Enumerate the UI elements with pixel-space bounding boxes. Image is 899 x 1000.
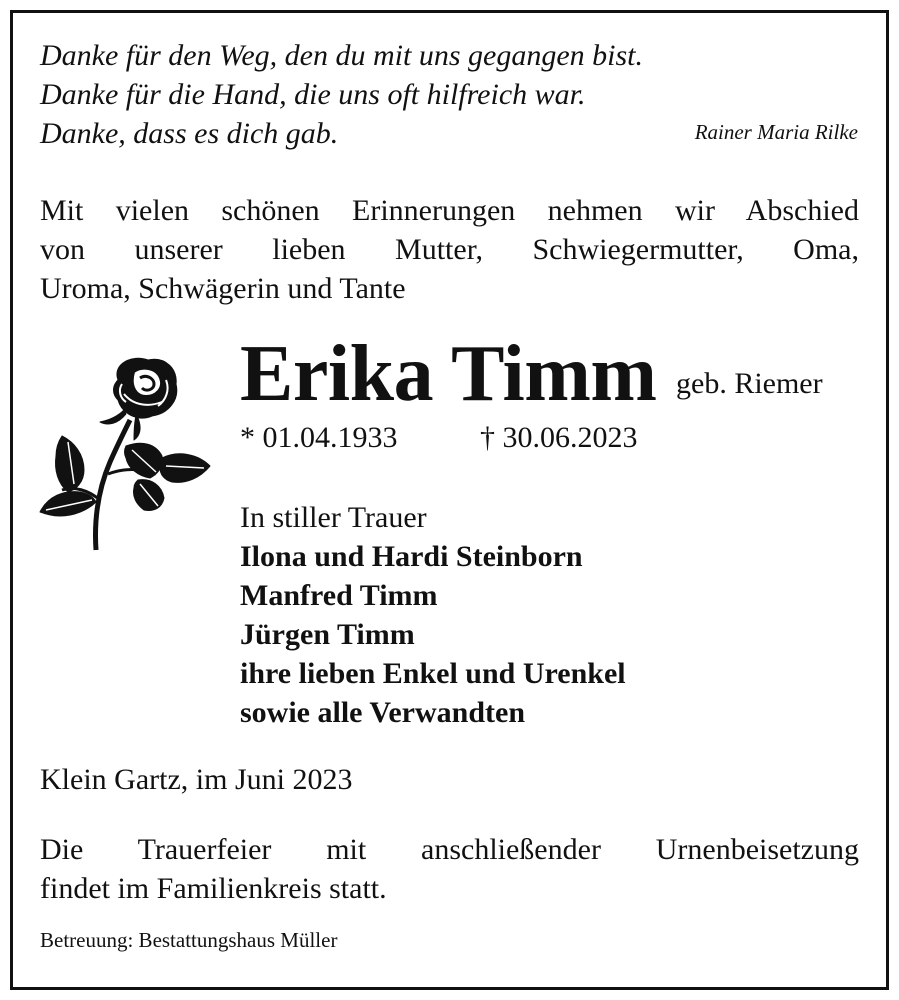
poem-line-3: Danke, dass es dich gab.: [40, 117, 339, 150]
poem-author: Rainer Maria Rilke: [694, 120, 858, 144]
intro-line-2: von unserer lieben Mutter, Schwiegermutter, Oma,: [40, 233, 859, 266]
rose-icon: [38, 350, 216, 565]
undertaker: Betreuung: Bestattungshaus Müller: [40, 928, 338, 952]
mourner-name: Manfred Timm: [240, 579, 438, 612]
ceremony-line-1: Die Trauerfeier mit anschließender Urnenbeisetzung: [40, 833, 859, 866]
ceremony-line-2: findet im Familienkreis statt.: [40, 872, 387, 905]
deceased-name: Erika Timm: [240, 330, 657, 418]
mourner-name: ihre lieben Enkel und Urenkel: [240, 657, 626, 690]
maiden-name: geb. Riemer: [676, 367, 823, 400]
mourner-name: Ilona und Hardi Steinborn: [240, 540, 583, 573]
place-date: Klein Gartz, im Juni 2023: [40, 763, 353, 796]
intro-line-1: Mit vielen schönen Erinnerungen nehmen wir Abschied: [40, 194, 859, 227]
mourners-heading: In stiller Trauer: [240, 501, 427, 534]
intro-line-3: Uroma, Schwägerin und Tante: [40, 272, 406, 305]
death-date: † 30.06.2023: [480, 421, 638, 454]
birth-date: * 01.04.1933: [240, 421, 398, 454]
mourner-name: Jürgen Timm: [240, 618, 415, 651]
poem-line-2: Danke für die Hand, die uns oft hilfreich war.: [40, 78, 586, 111]
poem-line-1: Danke für den Weg, den du mit uns gegangen bist.: [40, 39, 643, 72]
mourner-name: sowie alle Verwandten: [240, 696, 525, 729]
